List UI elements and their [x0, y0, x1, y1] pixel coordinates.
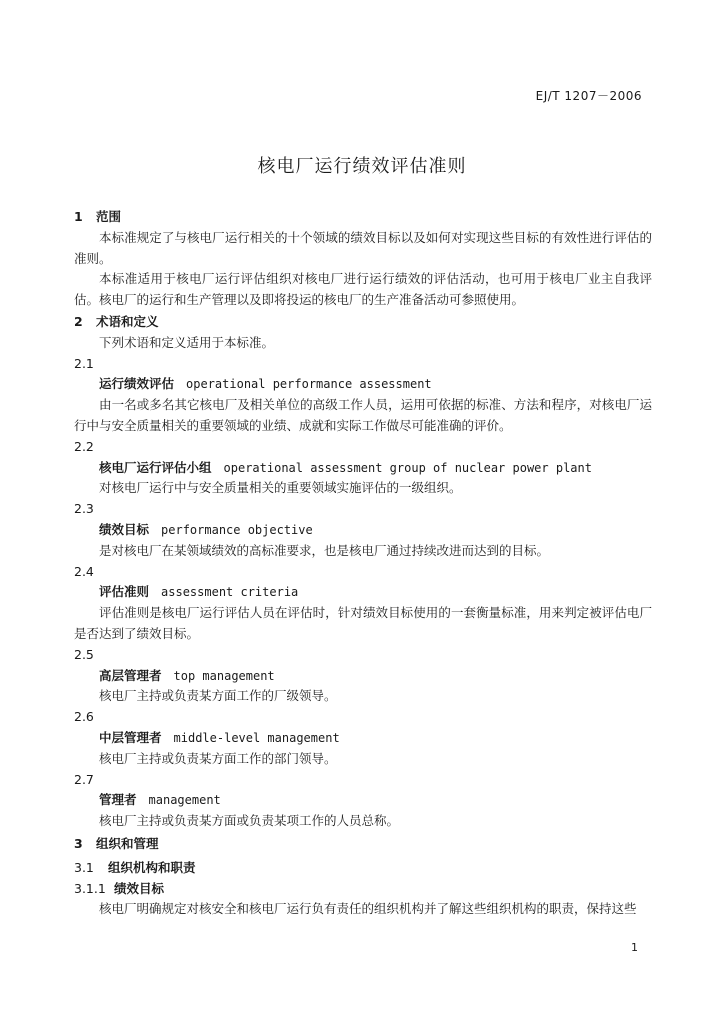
term-line — [74, 374, 652, 395]
term-number: 2.5 — [74, 646, 94, 662]
term-definition: 核电厂主持或负责某方面工作的部门领导。 — [99, 750, 337, 766]
term-definition: 核电厂主持或负责某方面或负责某项工作的人员总称。 — [99, 813, 400, 829]
term-en: assessment criteria — [161, 585, 299, 600]
term-definition: 是对核电厂在某领域绩效的高标准要求，也是核电厂通过持续改进而达到的目标。 — [99, 542, 550, 558]
term-number: 2.6 — [74, 709, 94, 725]
term-definition: 核电厂主持或负责某方面工作的厂级领导。 — [99, 688, 337, 704]
section-2-heading — [74, 312, 652, 333]
term-2-1 — [74, 354, 652, 437]
section-number: 1 — [74, 209, 83, 224]
term-zh: 中层管理者 — [99, 729, 162, 745]
term-zh: 高层管理者 — [99, 667, 162, 683]
term-zh: 管理者 — [99, 792, 137, 808]
paragraph: 本标准规定了与核电厂运行相关的十个领域的绩效目标以及如何对实现这些目标的有效性进行评估的准则。 — [74, 229, 652, 266]
subsection-title: 绩效目标 — [114, 880, 165, 896]
term-definition: 对核电厂运行中与安全质量相关的重要领域实施评估的一级组织。 — [99, 480, 462, 496]
page-number: 1 — [631, 941, 638, 954]
term-en: performance objective — [161, 522, 313, 537]
document-title: 核电厂运行绩效评估准则 — [257, 156, 467, 177]
paragraph: 下列术语和定义适用于本标准。 — [99, 334, 275, 350]
subsection-number: 3.1.1 — [74, 880, 106, 896]
section-number: 2 — [74, 313, 83, 329]
term-definition: 评估准则是核电厂运行评估人员在评估时，针对绩效目标使用的一套衡量标准，用来判定被评估电厂是否达到了绩效目标。 — [74, 605, 652, 641]
term-number: 2.1 — [74, 355, 94, 371]
section-title: 范围 — [96, 209, 122, 224]
term-2-2 — [74, 437, 652, 499]
subsection-number: 3.1 — [74, 859, 94, 875]
term-2-6 — [74, 707, 652, 769]
term-zh: 核电厂运行评估小组 — [99, 459, 212, 475]
term-en: operational performance assessment — [186, 377, 432, 392]
term-en: operational assessment group of nuclear power plant — [223, 460, 592, 475]
term-2-5 — [74, 645, 652, 707]
term-number: 2.7 — [74, 771, 94, 787]
term-number: 2.3 — [74, 501, 94, 517]
section-1-heading — [74, 207, 652, 228]
section-3-heading — [74, 834, 652, 855]
section-title: 组织和管理 — [96, 835, 159, 851]
standard-code: EJ/T 1207－2006 — [535, 89, 642, 103]
term-zh: 运行绩效评估 — [99, 376, 175, 392]
section-title: 术语和定义 — [96, 313, 159, 329]
term-line — [74, 520, 652, 541]
term-number: 2.2 — [74, 438, 94, 454]
section-number: 3 — [74, 835, 83, 851]
paragraph: 本标准适用于核电厂运行评估组织对核电厂进行运行绩效的评估活动，也可用于核电厂业主自我评估。核电厂的运行和生产管理以及即将投运的核电厂的生产准备活动可参照使用。 — [74, 271, 652, 308]
term-line — [74, 458, 652, 479]
term-2-3 — [74, 499, 652, 561]
term-en: management — [148, 793, 221, 808]
subsection-3-1-heading — [74, 858, 652, 879]
subsection-title: 组织机构和职责 — [108, 859, 196, 875]
term-line — [74, 582, 652, 603]
term-zh: 绩效目标 — [99, 521, 150, 537]
term-definition: 由一名或多名其它核电厂及相关单位的高级工作人员，运用可依据的标准、方法和程序，对核电厂运行中与安全质量相关的重要领域的业绩、成就和实际工作做尽可能准确的评价。 — [74, 397, 652, 433]
document-body — [74, 206, 652, 920]
term-2-7 — [74, 770, 652, 832]
subsection-3-1-1-heading — [74, 879, 652, 900]
term-2-4 — [74, 562, 652, 645]
term-line — [74, 728, 652, 749]
paragraph: 核电厂明确规定对核安全和核电厂运行负有责任的组织机构并了解这些组织机构的职责，保持这些 — [99, 901, 637, 917]
term-zh: 评估准则 — [99, 584, 150, 600]
term-line — [74, 790, 652, 811]
term-en: top management — [173, 668, 275, 683]
term-number: 2.4 — [74, 563, 94, 579]
term-line — [74, 666, 652, 687]
term-en: middle-level management — [173, 730, 340, 745]
